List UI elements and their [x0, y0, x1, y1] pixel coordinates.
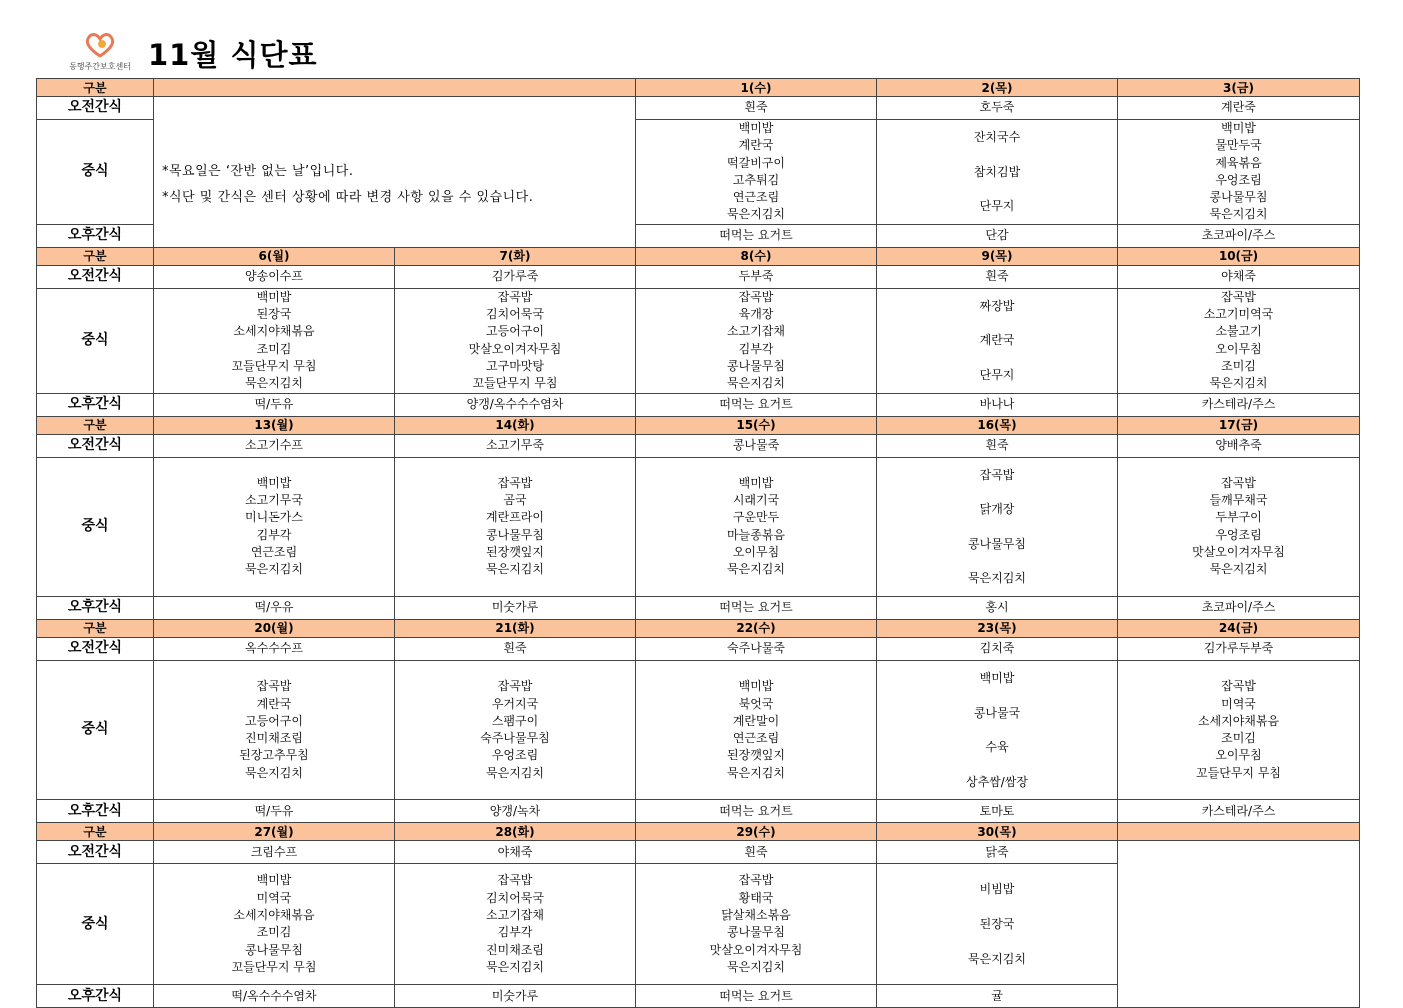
lunch-cell [1118, 660, 1360, 799]
meal-table [36, 78, 1360, 1008]
menu-item: 진미채조림 [486, 942, 544, 957]
menu-item: 연근조림 [732, 190, 780, 205]
lunch-cell [395, 864, 636, 985]
day-header: 10(금) [1118, 247, 1360, 265]
menu-item: 두부구이 [1215, 510, 1262, 525]
menu-item: 콩나물무침 [968, 536, 1026, 551]
lunch-cell [395, 288, 636, 393]
menu-item: 백미밥 [738, 121, 774, 135]
menu-item: 고추튀김 [732, 172, 780, 187]
menu-item: 백미밥 [979, 670, 1015, 685]
week-header-row [37, 247, 1360, 265]
day-header: 7(화) [395, 247, 636, 265]
afternoon-snack-cell: 홍시 [877, 596, 1118, 619]
lunch-row [37, 660, 1360, 799]
menu-item: 오이무침 [1215, 748, 1262, 763]
lunch-cell [877, 660, 1118, 799]
lunch-label: 중식 [37, 864, 154, 985]
menu-item: 된장국 [979, 917, 1015, 932]
menu-item: 꼬들단무지 무침 [231, 358, 317, 373]
menu-item: 오이무침 [1215, 341, 1262, 356]
menu-item: 계란말이 [732, 713, 780, 728]
afternoon-snack-cell: 떠먹는 요거트 [636, 393, 877, 416]
week-header-row [37, 79, 1360, 97]
lunch-label: 중식 [37, 120, 154, 225]
afternoon-snack-cell: 떡/우유 [154, 596, 395, 619]
morning-snack-cell: 양배추죽 [1118, 434, 1360, 457]
afternoon-snack-cell: 떡/두유 [154, 393, 395, 416]
afternoon-snack-cell: 떡/옥수수수염차 [154, 985, 395, 1008]
day-header: 24(금) [1118, 619, 1360, 637]
lunch-cell [154, 288, 395, 393]
menu-item: 묵은지김치 [245, 765, 303, 780]
menu-item: 소불고기 [1215, 324, 1262, 339]
day-header: 21(화) [395, 619, 636, 637]
menu-item: 맛살오이겨자무침 [468, 341, 562, 356]
day-header: 14(화) [395, 416, 636, 434]
morning-snack-label: 오전간식 [37, 841, 154, 864]
morning-snack-cell: 김가루두부죽 [1118, 637, 1360, 660]
notes [162, 97, 635, 211]
menu-item: 조미김 [1221, 731, 1256, 746]
menu-item: 계란국 [256, 696, 292, 711]
menu-item: 콩나물국 [973, 705, 1021, 720]
menu-item: 김치어묵국 [486, 307, 544, 322]
menu-item: 계란프라이 [486, 510, 544, 525]
menu-item: 미니돈가스 [245, 510, 303, 525]
day-header: 30(목) [877, 823, 1118, 841]
day-header: 1(수) [636, 79, 877, 97]
afternoon-snack-row [37, 800, 1360, 823]
category-label: 구분 [37, 247, 154, 265]
day-header [1118, 823, 1360, 841]
menu-item: 닭살채소볶음 [721, 908, 791, 923]
afternoon-snack-cell: 바나나 [877, 393, 1118, 416]
menu-item: 비빔밥 [979, 882, 1015, 897]
menu-item: 우엉조림 [491, 748, 539, 763]
day-header: 2(목) [877, 79, 1118, 97]
morning-snack-label: 오전간식 [37, 434, 154, 457]
afternoon-snack-cell: 카스테라/주스 [1118, 800, 1360, 823]
category-label: 구분 [37, 619, 154, 637]
afternoon-snack-row [37, 596, 1360, 619]
menu-item: 우엉조림 [1215, 172, 1262, 187]
menu-item: 잡곡밥 [497, 475, 533, 490]
menu-item: 백미밥 [256, 289, 292, 304]
morning-snack-cell: 김치죽 [877, 637, 1118, 660]
menu-item: 북엇국 [738, 696, 774, 711]
menu-item: 백미밥 [738, 679, 774, 694]
menu-item: 묵은지김치 [486, 562, 544, 577]
menu-item: 물만두국 [1215, 138, 1262, 153]
menu-item: 된장고추무침 [239, 748, 309, 763]
morning-snack-row [37, 434, 1360, 457]
menu-item: 참치김밥 [973, 164, 1021, 179]
org-name: 동행주간보호센터 [69, 62, 131, 71]
menu-item: 잔치국수 [973, 130, 1021, 144]
afternoon-snack-cell: 떡/두유 [154, 800, 395, 823]
day-header: 20(월) [154, 619, 395, 637]
menu-item: 잡곡밥 [738, 873, 774, 888]
menu-item: 잡곡밥 [1221, 475, 1256, 490]
menu-item: 묵은지김치 [245, 376, 303, 391]
menu-item: 계란국 [738, 138, 774, 153]
morning-snack-cell: 크림수프 [154, 841, 395, 864]
afternoon-snack-row [37, 393, 1360, 416]
afternoon-snack-label: 오후간식 [37, 596, 154, 619]
afternoon-snack-cell: 미숫가루 [395, 596, 636, 619]
menu-item: 조미김 [256, 341, 292, 356]
morning-snack-cell: 옥수수수프 [154, 637, 395, 660]
lunch-row [37, 288, 1360, 393]
menu-item: 소고기잡채 [486, 908, 544, 923]
lunch-cell [636, 457, 877, 596]
menu-item: 꼬들단무지 무침 [231, 959, 317, 974]
week-header-row [37, 823, 1360, 841]
menu-item: 상추쌈/쌈장 [965, 774, 1028, 789]
morning-snack-cell: 흰죽 [636, 97, 877, 120]
menu-item: 꼬들단무지 무침 [1196, 765, 1281, 780]
menu-item: 묵은지김치 [1209, 207, 1268, 222]
morning-snack-row [37, 265, 1360, 288]
menu-item: 묵은지김치 [727, 959, 785, 974]
lunch-label: 중식 [37, 457, 154, 596]
lunch-cell [1118, 288, 1360, 393]
day-header: 9(목) [877, 247, 1118, 265]
menu-item: 계란국 [979, 333, 1015, 348]
menu-item: 연근조림 [250, 545, 298, 560]
lunch-cell [877, 457, 1118, 596]
menu-item: 맛살오이겨자무침 [1192, 545, 1285, 560]
day-header: 28(화) [395, 823, 636, 841]
menu-item: 백미밥 [738, 475, 774, 490]
morning-snack-cell: 소고기무죽 [395, 434, 636, 457]
menu-item: 묵은지김치 [486, 765, 544, 780]
morning-snack-cell: 양송이수프 [154, 265, 395, 288]
menu-item: 콩나물무침 [727, 925, 785, 940]
day-header: 23(목) [877, 619, 1118, 637]
menu-item: 짜장밥 [979, 298, 1015, 313]
menu-item: 떡갈비구이 [727, 155, 785, 170]
category-label: 구분 [37, 79, 154, 97]
morning-snack-label: 오전간식 [37, 265, 154, 288]
menu-item: 된장깻잎지 [486, 545, 544, 560]
lunch-cell [877, 120, 1118, 225]
morning-snack-cell: 호두죽 [877, 97, 1118, 120]
menu-item: 오이무침 [732, 545, 780, 560]
day-header: 29(수) [636, 823, 877, 841]
lunch-label: 중식 [37, 660, 154, 799]
day-header: 8(수) [636, 247, 877, 265]
menu-item: 고등어구이 [245, 713, 303, 728]
afternoon-snack-cell: 양갱/옥수수수염차 [395, 393, 636, 416]
lunch-cell [877, 288, 1118, 393]
menu-item: 시래기국 [732, 493, 780, 508]
menu-item: 닭개장 [979, 502, 1015, 517]
menu-item: 묵은지김치 [1209, 376, 1268, 391]
morning-snack-label: 오전간식 [37, 97, 154, 120]
note-line: *식단 및 간식은 센터 상황에 따라 변경 사항 있을 수 있습니다. [162, 190, 534, 205]
menu-item: 미역국 [256, 890, 292, 905]
morning-snack-label: 오전간식 [37, 637, 154, 660]
morning-snack-cell: 김가루죽 [395, 265, 636, 288]
morning-snack-cell: 콩나물죽 [636, 434, 877, 457]
menu-item: 김부각 [497, 925, 533, 940]
menu-item: 김치어묵국 [486, 890, 544, 905]
menu-item: 묵은지김치 [727, 765, 785, 780]
menu-item: 백미밥 [1221, 121, 1256, 135]
lunch-row [37, 457, 1360, 596]
menu-item: 들깨무채국 [1209, 493, 1268, 508]
menu-item: 묵은지김치 [245, 562, 303, 577]
afternoon-snack-cell: 토마토 [877, 800, 1118, 823]
menu-item: 조미김 [256, 925, 292, 940]
morning-snack-row [37, 637, 1360, 660]
menu-item: 된장깻잎지 [727, 748, 785, 763]
lunch-label: 중식 [37, 288, 154, 393]
menu-item: 수육 [985, 740, 1009, 755]
lunch-cell [636, 288, 877, 393]
menu-item: 단무지 [979, 367, 1015, 382]
menu-item: 맛살오이겨자무침 [709, 942, 803, 957]
menu-item: 소고기잡채 [727, 324, 785, 339]
menu-item: 제육볶음 [1215, 155, 1262, 170]
menu-item: 황태국 [738, 890, 774, 905]
menu-item: 김부각 [256, 527, 292, 542]
menu-item: 소세지야채볶음 [233, 324, 315, 339]
menu-item: 묵은지김치 [727, 376, 785, 391]
menu-item: 진미채조림 [245, 731, 303, 746]
menu-item: 구운만두 [732, 510, 780, 525]
morning-snack-cell: 야채죽 [395, 841, 636, 864]
lunch-cell [1118, 457, 1360, 596]
morning-snack-cell: 흰죽 [636, 841, 877, 864]
afternoon-snack-cell: 귤 [877, 985, 1118, 1008]
week-header-row [37, 416, 1360, 434]
morning-snack-cell: 흰죽 [877, 265, 1118, 288]
afternoon-snack-cell: 떠먹는 요거트 [636, 596, 877, 619]
morning-snack-cell: 흰죽 [877, 434, 1118, 457]
heart-logo-icon [82, 30, 118, 60]
menu-item: 꼬들단무지 무침 [472, 376, 558, 391]
day-header: 27(월) [154, 823, 395, 841]
menu-item: 곰국 [503, 493, 527, 508]
menu-item: 잡곡밥 [497, 873, 533, 888]
menu-item: 단무지 [979, 199, 1015, 214]
afternoon-snack-label: 오후간식 [37, 800, 154, 823]
day-header: 6(월) [154, 247, 395, 265]
menu-item: 잡곡밥 [497, 679, 533, 694]
morning-snack-cell: 닭죽 [877, 841, 1118, 864]
menu-item: 스팸구이 [491, 713, 539, 728]
notes-cell [154, 97, 636, 248]
menu-item: 고등어구이 [486, 324, 544, 339]
morning-snack-cell: 두부죽 [636, 265, 877, 288]
day-header: 3(금) [1118, 79, 1360, 97]
menu-item: 묵은지김치 [727, 207, 785, 222]
day-header: 17(금) [1118, 416, 1360, 434]
menu-item: 미역국 [1221, 696, 1256, 711]
menu-item: 숙주나물무침 [480, 731, 550, 746]
afternoon-snack-cell: 초코파이/주스 [1118, 224, 1360, 247]
menu-item: 묵은지김치 [727, 562, 785, 577]
lunch-cell [636, 660, 877, 799]
menu-item: 잡곡밥 [497, 289, 533, 304]
menu-item: 백미밥 [256, 873, 292, 888]
lunch-cell [395, 660, 636, 799]
menu-item: 잡곡밥 [979, 467, 1015, 482]
menu-item: 김부각 [738, 341, 774, 356]
menu-item: 묵은지김치 [1209, 562, 1268, 577]
note-line: *목요일은 ‘잔반 없는 날’입니다. [162, 164, 354, 179]
menu-item: 마늘종볶음 [727, 527, 785, 542]
afternoon-snack-cell: 미숫가루 [395, 985, 636, 1008]
lunch-cell [154, 660, 395, 799]
afternoon-snack-cell: 초코파이/주스 [1118, 596, 1360, 619]
menu-item: 우엉조림 [1215, 527, 1262, 542]
day-header: 22(수) [636, 619, 877, 637]
menu-item: 잡곡밥 [256, 679, 292, 694]
menu-item: 소세지야채볶음 [233, 908, 315, 923]
menu-item: 콩나물무침 [1209, 190, 1268, 205]
header-blank-cell [154, 79, 636, 97]
morning-snack-cell: 숙주나물죽 [636, 637, 877, 660]
day-header: 15(수) [636, 416, 877, 434]
morning-snack-cell: 소고기수프 [154, 434, 395, 457]
morning-snack-row [37, 841, 1360, 864]
menu-item: 콩나물무침 [245, 942, 303, 957]
morning-snack-cell: 흰죽 [395, 637, 636, 660]
menu-item: 묵은지김치 [968, 571, 1026, 586]
menu-item: 소세지야채볶음 [1197, 713, 1280, 728]
menu-item: 조미김 [1221, 358, 1256, 373]
menu-item: 된장국 [256, 307, 292, 322]
menu-item: 묵은지김치 [486, 959, 544, 974]
menu-item: 콩나물무침 [486, 527, 544, 542]
menu-item: 백미밥 [256, 475, 292, 490]
afternoon-snack-label: 오후간식 [37, 224, 154, 247]
menu-item: 소고기미역국 [1203, 307, 1274, 322]
morning-snack-cell: 야채죽 [1118, 265, 1360, 288]
menu-item: 소고기무국 [245, 493, 303, 508]
page-title: 11월 식단표 [148, 38, 318, 72]
menu-item: 우거지국 [491, 696, 539, 711]
afternoon-snack-cell: 카스테라/주스 [1118, 393, 1360, 416]
week-header-row [37, 619, 1360, 637]
org-logo [60, 30, 140, 74]
afternoon-snack-label: 오후간식 [37, 393, 154, 416]
day-header: 13(월) [154, 416, 395, 434]
lunch-cell [154, 457, 395, 596]
afternoon-snack-cell: 떠먹는 요거트 [636, 985, 877, 1008]
menu-item: 육개장 [738, 307, 774, 322]
category-label: 구분 [37, 823, 154, 841]
menu-item: 연근조림 [732, 731, 780, 746]
lunch-cell [154, 864, 395, 985]
lunch-cell [877, 864, 1118, 985]
menu-item: 고구마맛탕 [486, 358, 544, 373]
menu-item: 잡곡밥 [738, 289, 774, 304]
lunch-cell [636, 120, 877, 225]
morning-snack-cell: 계란죽 [1118, 97, 1360, 120]
menu-item: 콩나물무침 [727, 358, 785, 373]
empty-cell [1118, 841, 1360, 1008]
afternoon-snack-cell: 단감 [877, 224, 1118, 247]
menu-item: 묵은지김치 [968, 951, 1026, 966]
menu-item: 잡곡밥 [1221, 679, 1256, 694]
day-header: 16(목) [877, 416, 1118, 434]
afternoon-snack-label: 오후간식 [37, 985, 154, 1008]
category-label: 구분 [37, 416, 154, 434]
lunch-cell [636, 864, 877, 985]
lunch-cell [1118, 120, 1360, 225]
afternoon-snack-cell: 떠먹는 요거트 [636, 224, 877, 247]
morning-snack-row [37, 97, 1360, 120]
lunch-cell [395, 457, 636, 596]
afternoon-snack-cell: 양갱/녹차 [395, 800, 636, 823]
afternoon-snack-cell: 떠먹는 요거트 [636, 800, 877, 823]
menu-item: 잡곡밥 [1221, 289, 1256, 304]
